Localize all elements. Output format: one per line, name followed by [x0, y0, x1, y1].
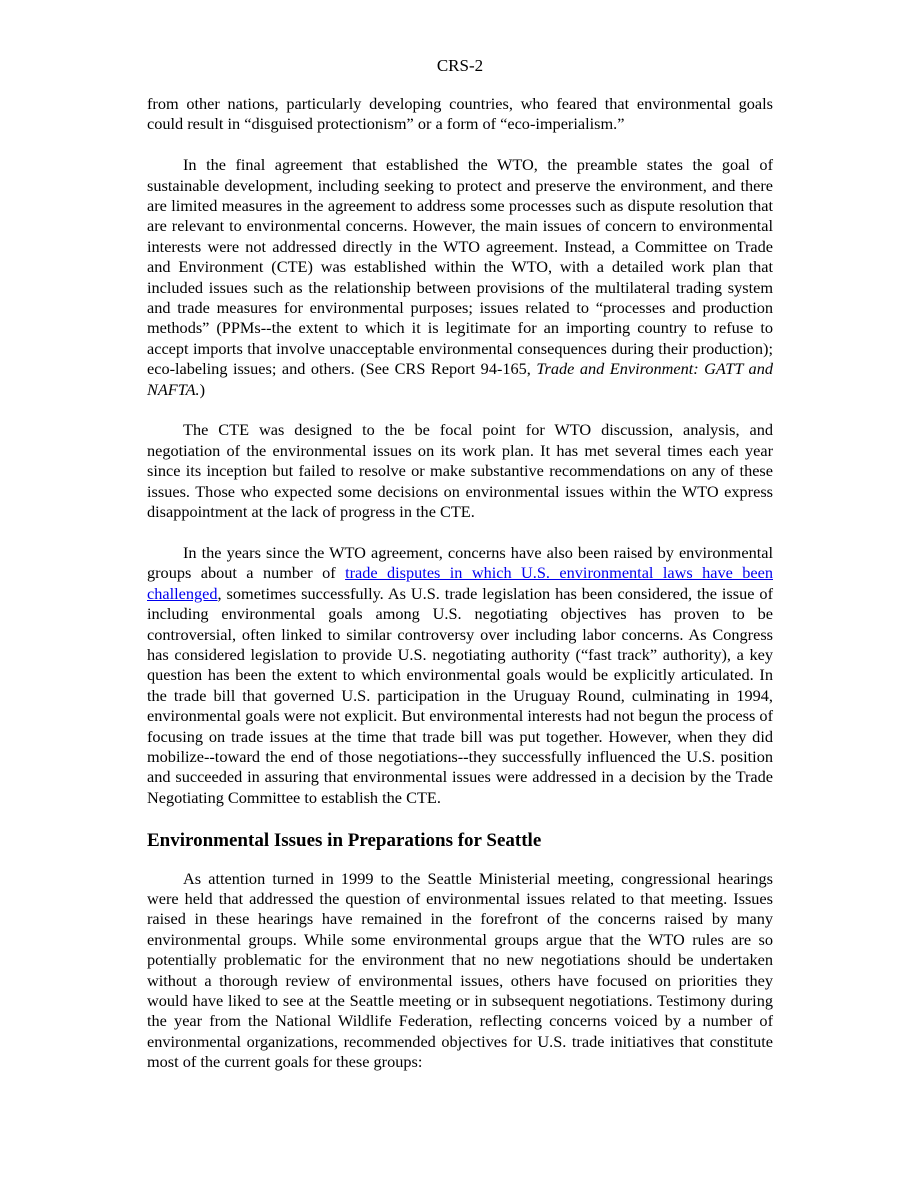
trade-disputes-link[interactable]: trade disputes in which U.S. environmental laws have been challenged — [147, 563, 773, 603]
paragraph-final-agreement — [147, 155, 773, 400]
page-number: CRS-2 — [436, 56, 484, 75]
report-title: Trade and Environment: GATT and NAFTA. — [147, 359, 773, 399]
section-heading: Environmental Issues in Preparations for Seattle — [147, 829, 542, 851]
document-body — [147, 94, 773, 1093]
paragraph-continuation: from other nations, particularly developing countries, who feared that environmental goals could result in “disguised protectionism” or a form of “eco-imperialism.” — [147, 94, 773, 134]
paragraph-trade-disputes — [147, 543, 773, 808]
paragraph-cte: The CTE was designed to the be focal point for WTO discussion, analysis, and negotiation of the environmental issues on its work plan. It has met several times each year since its inception but failed to resolve or make substantive recommendations on any of these issues. Those who expected some decisions on environmental issues within the WTO express disappointment at the lack of progress in the CTE. — [147, 420, 773, 522]
paragraph-text: In the final agreement that established the WTO, the preamble states the goal of sustainable development, including seeking to protect and preserve the environment, and there are limited measures in the agreement to address some processes such as dispute resolution that are relevant to environmental concerns. However, the main issues of concern to environmental interests were not addressed directly in the WTO agreement. Instead, a Committee on Trade and Environment (CTE) was established within the WTO, with a detailed work plan that included issues such as the relationship between provisions of the multilateral trading system and trade measures for environmental purposes; issues related to “processes and production methods” (PPMs--the extent to which it is legitimate for an importing country to refuse to accept imports that involve unacceptable environmental consequences during their production); eco-labeling issues; and others. (See CRS Report 94-165, — [147, 155, 773, 379]
paragraph-text-end: ) — [199, 379, 206, 399]
paragraph-text-rest: , sometimes successfully. As U.S. trade legislation has been considered, the issue of including environmental goals among U.S. negotiating objectives has proven to be controversial, often linked to similar controversy over including labor concerns. As Congress has considered legislation to provide U.S. negotiating authority (“fast track” authority), a key question has been the extent to which environmental goals would be explicitly articulated. In the trade bill that governed U.S. participation in the Uruguay Round, culminating in 1994, environmental goals were not explicit. But environmental interests had not begun the process of focusing on trade issues at the time that trade bill was put together. However, when they did mobilize--toward the end of those negotiations--they successfully influenced the U.S. position and succeeded in assuring that environmental issues were addressed in a decision by the Trade Negotiating Committee to establish the CTE. — [147, 583, 773, 807]
paragraph-text: In the years since the WTO agreement, concerns have also been raised by environmental groups about a number of — [147, 542, 773, 583]
paragraph-seattle: As attention turned in 1999 to the Seattle Ministerial meeting, congressional hearings were held that addressed the question of environmental issues related to that meeting. Issues raised in these hearings have remained in the forefront of the concerns raised by many environmental groups. While some environmental groups argue that the WTO rules are so potentially problematic for the environment that no new negotiations should be undertaken without a thorough review of environmental issues, others have focused on priorities they would have liked to see at the Seattle meeting or in subsequent negotiations. Testimony during the year from the National Wildlife Federation, reflecting concerns voiced by a number of environmental organizations, recommended objectives for U.S. trade initiatives that constitute most of the current goals for these groups: — [147, 868, 773, 1072]
